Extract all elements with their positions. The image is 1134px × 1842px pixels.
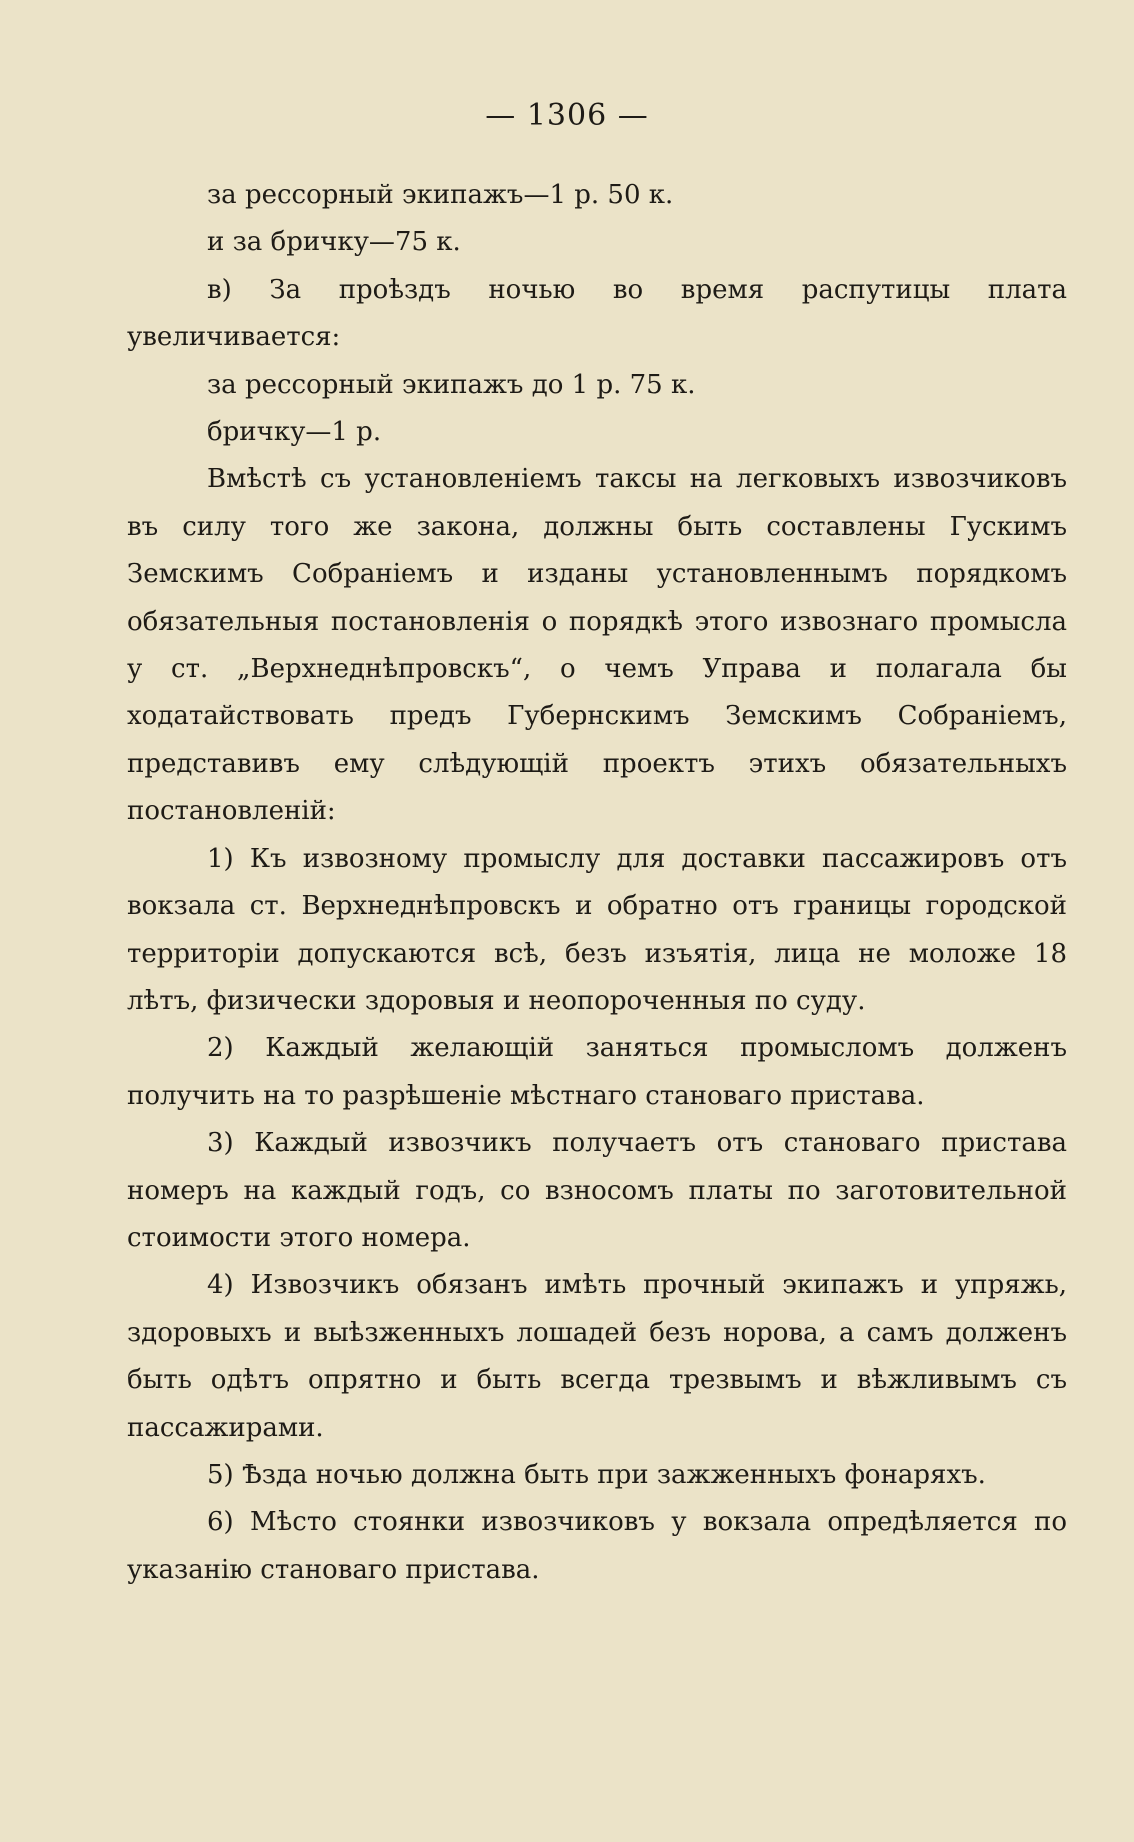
- paragraph-regulations-intro: Вмѣстѣ съ установленіемъ таксы на легковыхъ извозчиковъ въ силу того же закона, должны быть составлены Гускимъ Земскимъ Собраніемъ и изданы установленнымъ порядкомъ обязательныя постановленія о порядкѣ этого извознаго промысла у ст. „Верхнеднѣпровскъ“, о чемъ Управа и полагала бы ходатайствовать предъ Губернскимъ Земскимъ Собраніемъ, представивъ ему слѣдующій проектъ этихъ обязательныхъ постановленій:: [127, 464, 1067, 827]
- rule-item-3: 3) Каждый извозчикъ получаетъ отъ становаго пристава номеръ на каждый годъ, со взносомъ платы по заготовительной стоимости этого номера.: [127, 1128, 1067, 1253]
- tariff-line-night-carriage: за рессорный экипажъ до 1 р. 75 к.: [207, 369, 696, 400]
- tariff-line-britzka: и за бричку—75 к.: [207, 227, 461, 258]
- page-body: [127, 172, 1067, 1594]
- rule-item-5: 5) Ѣзда ночью должна быть при зажженныхъ фонаряхъ.: [207, 1459, 986, 1490]
- paragraph-night-travel: в) За проѣздъ ночью во время распутицы плата увеличивается:: [127, 274, 1067, 353]
- rule-item-1: 1) Къ извозному промыслу для доставки пассажировъ отъ вокзала ст. Верхнеднѣпровскъ и обратно отъ границы городской территоріи допускаются всѣ, безъ изъятія, лица не моложе 18 лѣтъ, физически здоровыя и неопороченныя по суду.: [127, 843, 1067, 1016]
- rule-item-4: 4) Извозчикъ обязанъ имѣть прочный экипажъ и упряжь, здоровыхъ и выѣзженныхъ лошадей безъ норова, а самъ долженъ быть одѣтъ опрятно и быть всегда трезвымъ и вѣжливымъ съ пассажирами.: [127, 1270, 1067, 1443]
- page-number: — 1306 —: [485, 98, 649, 133]
- rule-item-2: 2) Каждый желающій заняться промысломъ долженъ получить на то разрѣшеніе мѣстнаго становаго пристава.: [127, 1033, 1067, 1111]
- tariff-line-sprung-carriage: за рессорный экипажъ—1 р. 50 к.: [207, 180, 674, 210]
- tariff-line-night-britzka: бричку—1 р.: [207, 417, 382, 448]
- rule-item-6: 6) Мѣсто стоянки извозчиковъ у вокзала опредѣляется по указанію становаго пристава.: [127, 1507, 1067, 1585]
